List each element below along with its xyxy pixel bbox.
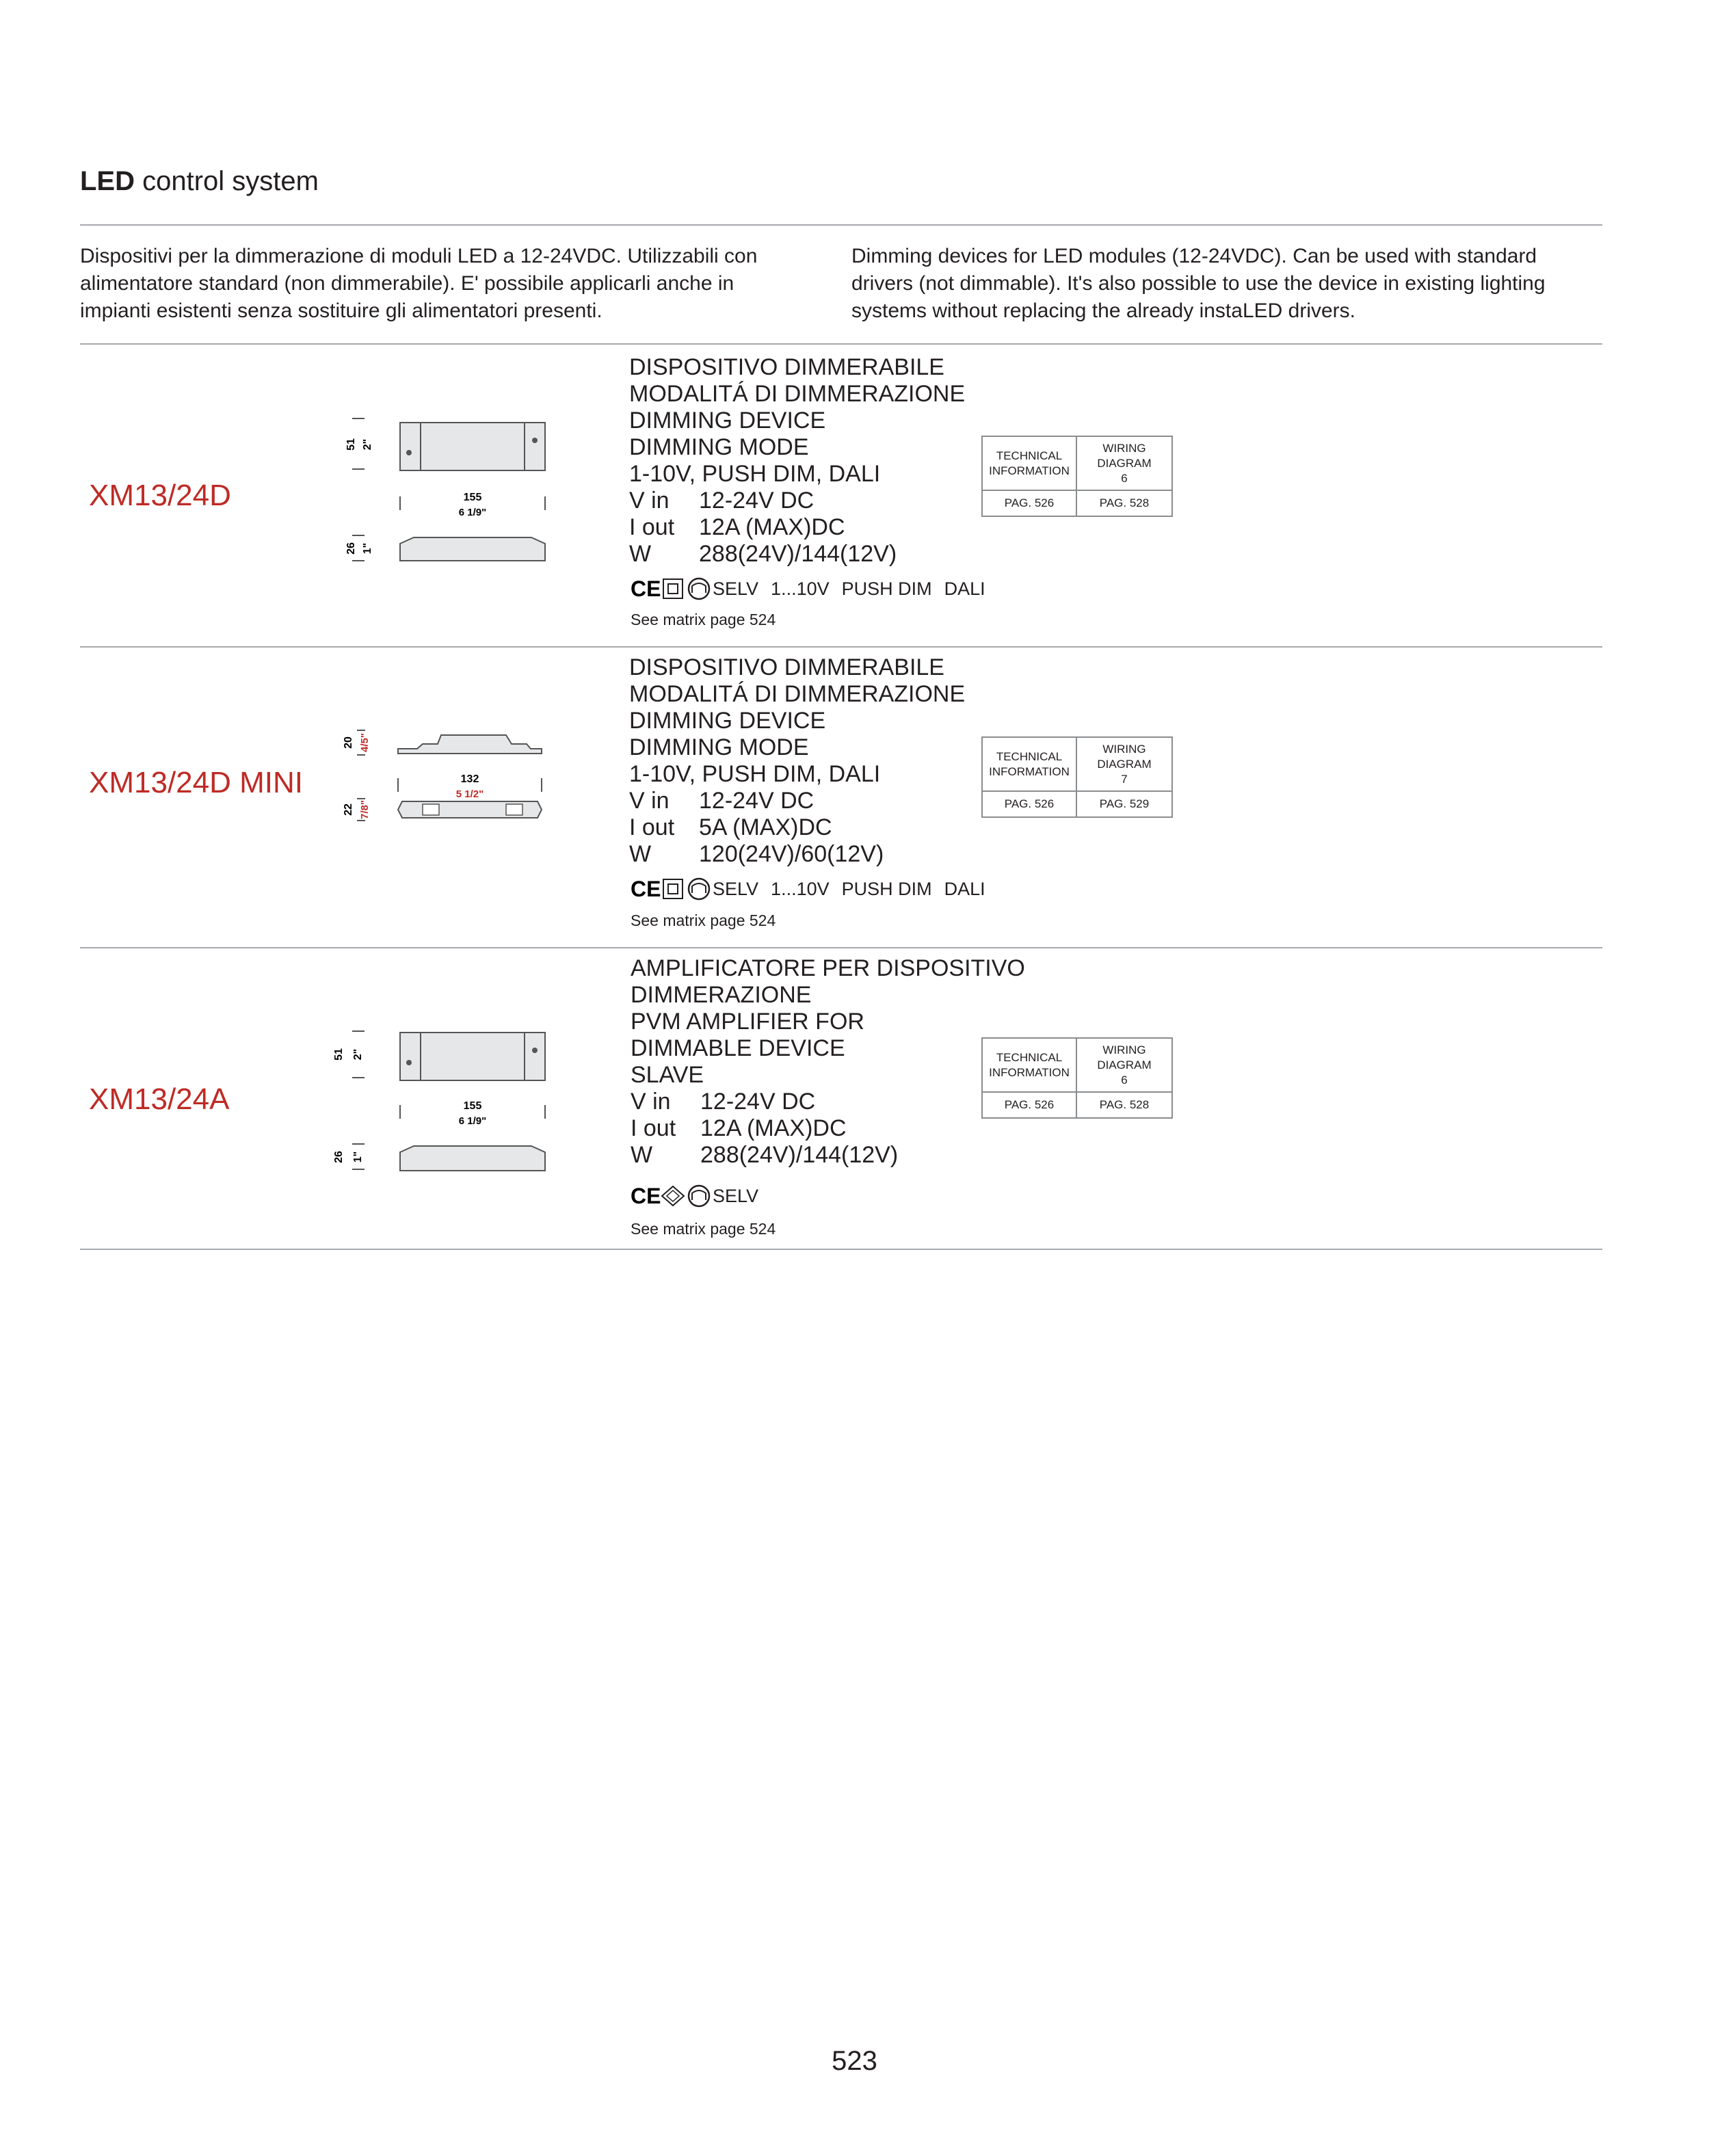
divider — [80, 343, 1602, 345]
certification-icons — [631, 576, 713, 601]
certification-marks: CE SELV 1...10V PUSH DIM DALI — [631, 877, 985, 901]
product-code: XM13/24D — [89, 479, 231, 512]
product-drawing — [321, 410, 568, 574]
technical-info-label: TECHNICAL INFORMATION — [983, 738, 1077, 790]
depth-mm-label: 26 — [345, 542, 357, 555]
reference-box — [981, 1037, 1173, 1119]
technical-info-link[interactable]: PAG. 526 — [983, 491, 1077, 516]
divider — [80, 646, 1602, 648]
product-drawing — [321, 1019, 568, 1183]
certification-icons — [631, 877, 713, 901]
technical-info-label: TECHNICAL INFORMATION — [983, 437, 1077, 490]
see-matrix-note: See matrix page 524 — [631, 911, 776, 929]
wiring-diagram-label: WIRING DIAGRAM 6 — [1097, 1043, 1152, 1087]
depth-in-label: 1" — [362, 542, 373, 555]
product-code: XM13/24A — [89, 1082, 230, 1116]
svg-text:CE: CE — [631, 576, 661, 601]
wiring-diagram-label: WIRING DIAGRAM 7 — [1097, 742, 1152, 786]
height-in-label: 2" — [352, 1048, 364, 1061]
product-code: XM13/24D MINI — [89, 766, 303, 799]
height-mm-label: 51 — [333, 1048, 345, 1061]
certification-marks: CE SELV — [631, 1184, 759, 1208]
see-matrix-note: See matrix page 524 — [631, 1220, 776, 1238]
depth-mm-label: 22 — [343, 803, 354, 816]
width-mm-label: 155 — [463, 492, 482, 503]
product-spec: DISPOSITIVO DIMMERABILE MODALITÁ DI DIMMERAZIONE DIMMING DEVICE DIMMING MODE 1-10V, PUSH DIM, DALI V in 12-24V DC I out 5A (MAX)DC W 120(24V)/60(12V) — [629, 654, 966, 867]
width-in-label: 6 1/9" — [458, 507, 487, 518]
width-in-label: 6 1/9" — [458, 1115, 487, 1127]
width-in-label: 5 1/2" — [455, 788, 484, 800]
see-matrix-note: See matrix page 524 — [631, 611, 776, 628]
certification-icons — [631, 1184, 713, 1208]
product-spec: DISPOSITIVO DIMMERABILE MODALITÁ DI DIMMERAZIONE DIMMING DEVICE DIMMING MODE 1-10V, PUSH DIM, DALI V in 12-24V DC I out 12A (MAX)DC W 288(24V)/144(12V) — [629, 354, 966, 567]
wiring-diagram-label: WIRING DIAGRAM 6 — [1097, 441, 1152, 485]
divider — [80, 1249, 1602, 1250]
technical-info-link[interactable]: PAG. 526 — [983, 792, 1077, 816]
reference-box — [981, 736, 1173, 818]
page-title: LED control system — [80, 166, 319, 196]
width-mm-label: 132 — [460, 773, 479, 785]
page-number: 523 — [832, 2046, 877, 2076]
certification-marks: CE SELV 1...10V PUSH DIM DALI — [631, 576, 985, 601]
svg-text:CE: CE — [631, 877, 661, 901]
intro-italian: Dispositivi per la dimmerazione di moduli LED a 12-24VDC. Utilizzabili con alimentatore standard (non dimmerabile). E' possibile applicarli anche in impianti esistenti senza sostituire gli alimentatori presenti. — [80, 245, 758, 322]
technical-info-label: TECHNICAL INFORMATION — [983, 1039, 1077, 1091]
intro-english: Dimming devices for LED modules (12-24VDC). Can be used with standard drivers (not dimmable). It's also possible to use the device in existing lighting systems without replacing the already instaLED drivers. — [851, 245, 1546, 322]
svg-text:CE: CE — [631, 1184, 661, 1208]
reference-box — [981, 436, 1173, 517]
technical-info-link[interactable]: PAG. 526 — [983, 1093, 1077, 1117]
wiring-diagram-link[interactable]: PAG. 529 — [1099, 797, 1150, 810]
height-mm-label: 20 — [343, 736, 354, 749]
height-mm-label: 51 — [345, 438, 357, 451]
depth-in-label: 7/8" — [359, 800, 371, 819]
divider — [80, 947, 1602, 948]
depth-in-label: 1" — [352, 1151, 364, 1163]
height-in-label: 2" — [362, 438, 373, 451]
product-drawing — [321, 718, 568, 855]
product-spec: AMPLIFICATORE PER DISPOSITIVO DIMMERAZIONE PVM AMPLIFIER FOR DIMMABLE DEVICE SLAVE V in 12-24V DC I out 12A (MAX)DC W 288(24V)/144(12V) — [631, 955, 1025, 1168]
divider — [80, 224, 1602, 226]
wiring-diagram-link[interactable]: PAG. 528 — [1099, 1098, 1150, 1111]
wiring-diagram-link[interactable]: PAG. 528 — [1099, 496, 1150, 509]
depth-mm-label: 26 — [333, 1151, 345, 1163]
width-mm-label: 155 — [463, 1100, 482, 1112]
height-in-label: 4/5" — [359, 733, 371, 752]
